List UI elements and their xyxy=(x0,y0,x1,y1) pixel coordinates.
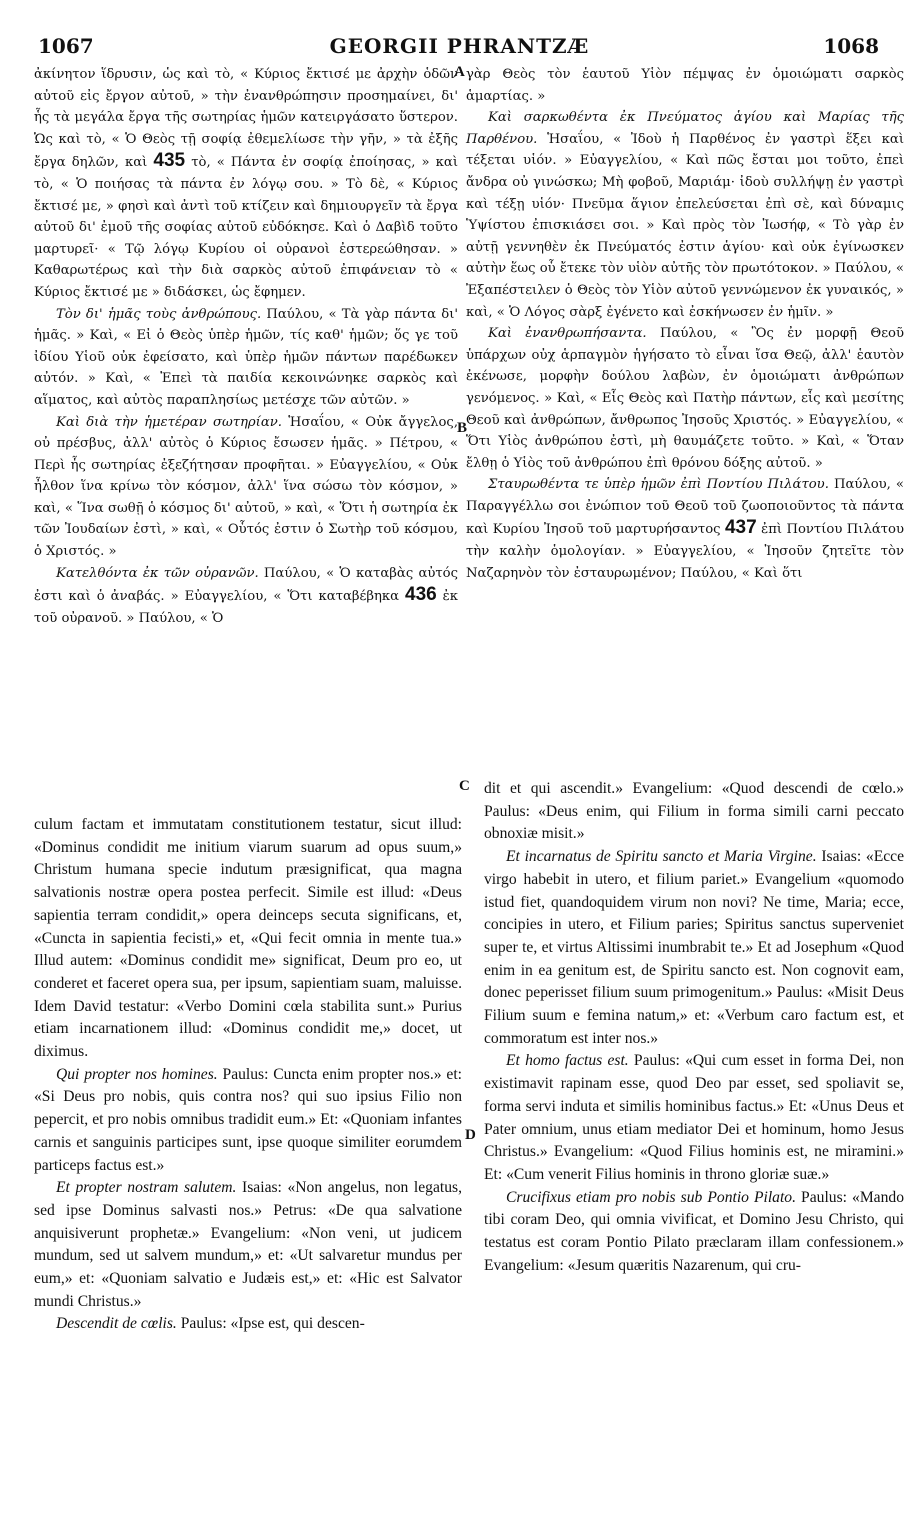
creed-heading: Σταυρωθέντα τε ὑπὲρ ἡμῶν ἐπὶ Ποντίου Πιλάτου. xyxy=(488,477,829,493)
paragraph xyxy=(484,1050,904,1186)
text-run: ἐπὶ Ποντίου Πιλάτου τὴν καλὴν ὁμολογίαν. » Εὐαγγελίου, « Ἰησοῦν ζητεῖτε τὸν Ναζαρηνὸν τὸν ἐσταυρωμένον; Παύλου, « Καὶ ὅτι xyxy=(466,522,904,581)
text-run: Παύλου, « Ὃς ἐν μορφῇ Θεοῦ ὑπάρχων οὐχ ἁρπαγμὸν ἡγήσατο τὸ εἶναι ἴσα Θεῷ, ἀλλ' ἑαυτὸν ἐκένωσε, μορφὴν δούλου λαβὼν, ἐν ὁμοιώματι ἀνθρώπων γενόμενος. » Καὶ, « Εἷς Θεὸς καὶ Πατὴρ πάντων, εἷς καὶ μεσίτης Θεοῦ καὶ ἀνθρώπων, ἄνθρωπος Ἰησοῦς Χριστός. » Εὐαγγελίου, « Ὅτι Υἱὸς ἀνθρώπου ἐστὶ, μὴ θαυμάζετε τοῦτο. » Καὶ, « Ὅταν ἔλθῃ ὁ Υἱὸς τοῦ ἀνθρώπου ἐπὶ θρόνου δόξης αὐτοῦ. » xyxy=(466,326,905,471)
section-number: 436 xyxy=(405,584,437,606)
latin-column-left xyxy=(34,814,462,1536)
paragraph xyxy=(466,64,904,107)
text-run: Paulus: «Mando tibi coram Deo, qui omnia vivificat, et Domino Jesu Christo, qui testatus est coram Pontio Pilato præclaram illam confessionem.» Evangelium: «Jesum quæritis Nazarenum, qui cru- xyxy=(484,1188,904,1274)
greek-column-left xyxy=(34,64,458,799)
paragraph xyxy=(34,412,458,563)
right-page-number: 1068 xyxy=(823,34,879,58)
creed-heading: Κατελθόντα ἐκ τῶν οὐρανῶν. xyxy=(56,565,259,581)
creed-heading: Τὸν δι' ἡμᾶς τοὺς ἀνθρώπους. xyxy=(56,306,262,322)
margin-marker-c: C xyxy=(459,778,470,794)
paragraph xyxy=(484,778,904,846)
text-run: dit et qui ascendit.» Evangelium: «Quod descendi de cœlo.» Paulus: «Deus enim, qui Filium in forma simili carni peccato obnoxiæ misit.» xyxy=(484,780,904,843)
creed-heading: Καὶ διὰ τὴν ἡμετέραν σωτηρίαν. xyxy=(56,414,282,430)
paragraph xyxy=(34,814,462,1064)
section-number: 435 xyxy=(153,150,186,172)
paragraph xyxy=(34,563,458,630)
text-run: Παύλου, « Ὁ καταβὰς αὐτός ἐστι καὶ ὁ ἀναβάς. » Εὐαγγελίου, « Ὅτι καταβέβηκα xyxy=(34,565,458,605)
creed-heading: Καὶ ἐνανθρωπήσαντα. xyxy=(488,326,647,342)
margin-marker-b: B xyxy=(457,420,468,436)
text-run: culum factam et immutatam constitutionem testatur, sicut illud: «Dominus condidit me initium viarum suarum ad opus suum,» Christum humana specie indutum præsignificat, qua magna salvationis nostræ opera postea perfecit. Simile est illud: «Deus sapientia terram condidit,» opera deinceps secuta significans, et, «Cuncta in sapientia fecisti,» et, «Qui fecit omnia in mente tua.» Illud autem: «Dominus condidit me» significat, Deum pro eo, ut conderet et faceret opera sua, per ipsum, sapientiam suam, maluisse. Idem David testatur: «Verbo Domini cœla stabilita sunt.» Purius etiam incarnationem illud: «Dominus condidit me,» docet, ut diximus. xyxy=(34,816,462,1061)
running-title: GEORGII PHRANTZÆ xyxy=(329,34,590,58)
greek-column-right xyxy=(466,64,904,799)
paragraph xyxy=(466,107,904,323)
paragraph xyxy=(466,323,904,474)
creed-heading: Καὶ σαρκωθέντα ἐκ Πνεύματος ἁγίου καὶ Μαρίας τῆς Παρθένου. xyxy=(466,110,904,147)
left-page-number: 1067 xyxy=(38,34,94,58)
paragraph xyxy=(34,304,458,412)
creed-heading: Qui propter nos homines. xyxy=(56,1065,218,1083)
creed-heading: Crucifixus etiam pro nobis sub Pontio Pilato. xyxy=(506,1188,797,1206)
creed-heading: Descendit de cœlis. xyxy=(56,1315,177,1333)
paragraph xyxy=(34,1313,462,1336)
text-run: Ἡσαΐου, « Οὐκ ἄγγελος, οὐ πρέσβυς, ἀλλ' αὐτὸς ὁ Κύριος ἔσωσεν ἡμᾶς. » Πέτρου, « Περὶ ἧς σωτηρίας ἐξεζήτησαν προφῆται. » Εὐαγγελίου, « Οὐκ ἦλθον ἵνα κρίνω τὸν κόσμον, ἀλλ' ἵνα σώσω τὸν κόσμον, » καὶ, « Ἵνα σωθῇ ὁ κόσμος δι' αὐτοῦ, » καὶ, « Ὅτι ἡ σωτηρία ἐκ τῶν Ἰουδαίων ἐστὶ, » καὶ, « Οὗτός ἐστιν ὁ Σωτὴρ τοῦ κόσμου, ὁ Χριστός. » xyxy=(34,414,459,560)
text-run: Isaias: «Non angelus, non legatus, sed ipse Dominus salvasti nos.» Petrus: «De qua salvatione anquisiverunt prophetæ.» Evangelium: «Non veni, ut judicem mundum, sed ut salvem mundum,» et: «Ut salvaretur mundus per eum,» et: «Quoniam salvatio e Judæis est,» et: «Hic est Salvator mundi Christus.» xyxy=(34,1179,462,1310)
creed-heading: Et propter nostram salutem. xyxy=(56,1179,237,1197)
text-run: Ἡσαΐου, « Ἰδοὺ ἡ Παρθένος ἐν γαστρὶ ἕξει καὶ τέξεται υἱόν. » Εὐαγγελίου, « Καὶ πῶς ἔσται μοι τοῦτο, ἐπεὶ ἄνδρα οὐ γινώσκω; Μὴ φοβοῦ, Μαριάμ· ἰδοὺ συλλήψῃ ἐν γαστρὶ καὶ τέξῃ υἱόν· Πνεῦμα ἅγιον ἐπελεύσεται ἐπὶ σὲ, καὶ δύναμις Ὑψίστου ἐπισκιάσει σοι. » Καὶ πρὸς τὸν Ἰωσήφ, « Τὸ γὰρ ἐν αὐτῇ γεννηθὲν ἐκ Πνεύματός ἐστιν ἁγίου· καὶ οὐκ ἐγίνωσκεν αὐτὴν ἕως οὗ ἔτεκε τὸν υἱὸν αὐτῆς τὸν πρωτότοκον. » Παύλου, « Ἐξαπέστειλεν ὁ Θεὸς τὸν Υἱὸν αὐτοῦ γεννώμενον ἐκ γυναικός, » καὶ, « Ὁ Λόγος σὰρξ ἐγένετο καὶ ἐσκήνωσεν ἐν ἡμῖν. » xyxy=(466,131,904,320)
page-header xyxy=(0,34,919,62)
text-run: Paulus: «Ipse est, qui descen- xyxy=(176,1315,365,1333)
paragraph xyxy=(466,474,904,584)
paragraph xyxy=(34,1177,462,1313)
paragraph xyxy=(484,846,904,1050)
text-run: τὸ, « Πάντα ἐν σοφίᾳ ἐποίησας, » καὶ τὸ, « Ὁ ποιήσας τὰ πάντα ἐν λόγῳ σου. » Τὸ δὲ, « Κύριος ἔκτισέ με, » φησὶ καὶ ἀντὶ τοῦ κτίζειν καὶ δημιουργεῖν τὰ ἔργα αὐτοῦ δι' ἐμοῦ τῆς σοφίας αὐτοῦ εὐδόκησε. Καὶ ὁ Δαβὶδ τοῦτο μαρτυρεῖ· « Τῷ λόγῳ Κυρίου οἱ οὐρανοὶ ἐστερεώθησαν. » Καθαρωτέρως καὶ τὴν διὰ σαρκὸς αὐτοῦ ἐπιφάνειαν τὸ « Κύριος ἔκτισέ με » διδάσκει, ὡς ἔφημεν. xyxy=(34,155,458,300)
text-run: ἐκ τοῦ οὐρανοῦ. » Παύλου, « Ὁ xyxy=(34,589,458,626)
text-run: γὰρ Θεὸς τὸν ἑαυτοῦ Υἱὸν πέμψας ἐν ὁμοιώματι σαρκὸς ἁμαρτίας. » xyxy=(466,67,904,104)
margin-marker-d: D xyxy=(465,1127,476,1143)
text-run: Isaias: «Ecce virgo habebit in utero, et filium pariet.» Evangelium «quomodo istud fiet, quandoquidem virum non novi? Ne time, Maria; ecce, concipies in utero, et Filium paries; Spiritus sanctus superveniet super te, et virtus Altissimi inumbrabit te.» Et ad Josephum «Quod enim in ea genitum est, de Spiritu sancto est. Non cognovit eam, donec peperisset filium suum primogenitum.» Paulus: «Misit Deus Filium suum e femina natum,» et: «Verbum caro factum est, et commoratum est inter nos.» xyxy=(484,848,904,1047)
section-number: 437 xyxy=(724,517,757,539)
text-run: Παύλου, « Παραγγέλλω σοι ἐνώπιον τοῦ Θεοῦ τοῦ ζωοποιοῦντος τὰ πάντα καὶ Κυρίου Ἰησοῦ τοῦ μαρτυρήσαντος xyxy=(466,477,904,538)
paragraph xyxy=(34,1064,462,1178)
text-run: Παύλου, « Τὰ γὰρ πάντα δι' ἡμᾶς. » Καὶ, « Εἰ ὁ Θεὸς ὑπὲρ ἡμῶν, τίς καθ' ἡμῶν; ὅς γε τοῦ ἰδίου Υἱοῦ οὐκ ἐφείσατο, καὶ ὑπὲρ ἡμῶν πάντων παρέδωκεν αὐτόν. » Καὶ, « Ἐπεὶ τὰ παιδία κεκοινώνηκε σαρκὸς καὶ αἵματος, καὶ αὐτὸς παραπλησίως μετέσχε τῶν αὐτῶν. » xyxy=(34,306,458,408)
creed-heading: Et incarnatus de Spiritu sancto et Maria Virgine. xyxy=(506,848,817,866)
margin-marker-a: A xyxy=(454,64,465,80)
latin-column-right xyxy=(484,778,904,1538)
creed-heading: Et homo factus est. xyxy=(506,1052,629,1070)
text-run: Paulus: «Qui cum esset in forma Dei, non existimavit rapinam esse, quod Deo par esset, sed spoliavit se, forma servi induta et similis hominibus factus.» Et: «Unus Deus et Pater omnium, unus etiam mediator Dei et hominum, homo Jesus Christus.» Evangelium: «Quod Filius hominis est, ne miramini.» Et: «Cum venerit Filius hominis in throno gloriæ suæ.» xyxy=(484,1052,904,1183)
paragraph xyxy=(34,64,458,304)
text-run: Paulus: Cuncta enim propter nos.» et: «Si Deus pro nobis, quis contra nos? qui suo ipsius Filio non pepercit, et pro nobis omnibus tradidit eum.» Et: «Quoniam infantes carnis et sanguinis participes sunt, ipse quoque similiter eorumdem particeps factus est.» xyxy=(34,1065,462,1174)
text-run: ἀκίνητον ἵδρυσιν, ὡς καὶ τὸ, « Κύριος ἔκτισέ με ἀρχὴν ὁδῶν αὐτοῦ εἰς ἔργον αὐτοῦ, » τὴν ἐνανθρώπησιν προσημαίνει, δι' ἧς τὰ μεγάλα ἔργα τῆς σωτηρίας ἡμῶν κατειργάσατο ὕστερον. Ὡς καὶ τὸ, « Ὁ Θεὸς τῇ σοφίᾳ ἐθεμελίωσε τὴν γῆν, » τὰ ἐξῆς ἔργα δηλῶν, καὶ xyxy=(34,67,458,171)
paragraph xyxy=(484,1187,904,1278)
